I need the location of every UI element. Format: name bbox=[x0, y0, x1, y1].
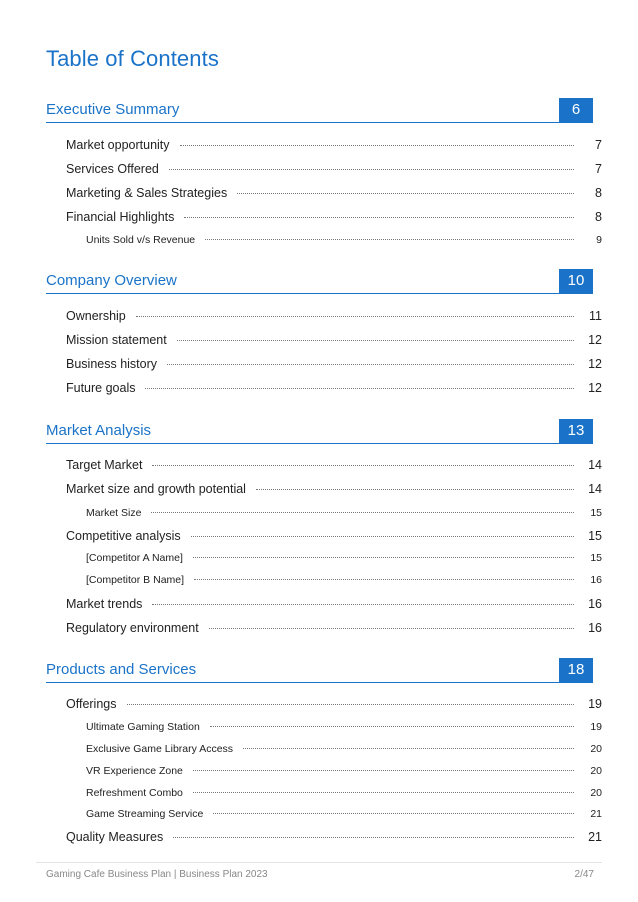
section-underline bbox=[46, 293, 593, 294]
toc-entry[interactable] bbox=[66, 529, 602, 543]
entry-page-number: 16 bbox=[588, 597, 602, 611]
toc-entry[interactable] bbox=[66, 482, 602, 496]
toc-entry[interactable] bbox=[66, 309, 602, 323]
dot-leader bbox=[209, 628, 574, 629]
entry-title: VR Experience Zone bbox=[86, 765, 183, 777]
entry-title: Ultimate Gaming Station bbox=[86, 721, 200, 733]
toc-entry[interactable] bbox=[66, 162, 602, 176]
entry-page-number: 20 bbox=[590, 765, 602, 777]
page-title: Table of Contents bbox=[46, 46, 219, 71]
entry-page-number: 12 bbox=[588, 333, 602, 347]
footer-document-title: Gaming Cafe Business Plan | Business Plan 2023 bbox=[46, 869, 268, 880]
entry-page-number: 19 bbox=[588, 697, 602, 711]
dot-leader bbox=[191, 536, 574, 537]
dot-leader bbox=[177, 340, 574, 341]
entry-page-number: 7 bbox=[595, 138, 602, 152]
footer-page-number: 2/47 bbox=[574, 869, 594, 880]
dot-leader bbox=[243, 748, 574, 749]
entry-page-number: 11 bbox=[589, 309, 602, 323]
toc-entry[interactable] bbox=[66, 357, 602, 371]
dot-leader bbox=[194, 579, 574, 580]
toc-entry[interactable] bbox=[66, 697, 602, 711]
dot-leader bbox=[152, 465, 574, 466]
section-page-badge: 13 bbox=[559, 419, 593, 443]
section-page-badge: 10 bbox=[559, 269, 593, 293]
toc-subentry[interactable] bbox=[86, 574, 602, 586]
toc-entry[interactable] bbox=[66, 381, 602, 395]
dot-leader bbox=[210, 726, 574, 727]
entry-title: Offerings bbox=[66, 697, 117, 711]
toc-entry[interactable] bbox=[66, 138, 602, 152]
entry-page-number: 15 bbox=[590, 552, 602, 564]
toc-entry[interactable] bbox=[66, 333, 602, 347]
dot-leader bbox=[213, 813, 574, 814]
dot-leader bbox=[145, 388, 574, 389]
entry-title: Exclusive Game Library Access bbox=[86, 743, 234, 755]
entry-title: Regulatory environment bbox=[66, 621, 199, 635]
entry-title: Ownership bbox=[66, 309, 126, 323]
toc-subentry[interactable] bbox=[86, 552, 602, 564]
toc-subentry[interactable] bbox=[86, 743, 602, 755]
entry-title: Refreshment Combo bbox=[86, 787, 183, 799]
entry-title: Business history bbox=[66, 357, 158, 371]
entry-title: Financial Highlights bbox=[66, 210, 175, 224]
toc-subentry[interactable] bbox=[86, 808, 602, 820]
entry-title: Units Sold v/s Revenue bbox=[86, 234, 196, 246]
entry-title: Competitive analysis bbox=[66, 529, 181, 543]
dot-leader bbox=[136, 316, 574, 317]
toc-subentry[interactable] bbox=[86, 787, 602, 799]
dot-leader bbox=[205, 239, 574, 240]
section-title: Market Analysis bbox=[46, 422, 152, 439]
entry-title: Market opportunity bbox=[66, 138, 170, 152]
dot-leader bbox=[151, 512, 574, 513]
dot-leader bbox=[180, 145, 574, 146]
dot-leader bbox=[193, 770, 574, 771]
entry-page-number: 8 bbox=[595, 186, 602, 200]
entry-title: Target Market bbox=[66, 458, 143, 472]
toc-section-heading[interactable] bbox=[46, 269, 593, 293]
entry-page-number: 21 bbox=[590, 808, 602, 820]
toc-entry[interactable] bbox=[66, 458, 602, 472]
toc-entry[interactable] bbox=[66, 210, 602, 224]
entry-title: Quality Measures bbox=[66, 830, 164, 844]
entry-title: Services Offered bbox=[66, 162, 159, 176]
toc-subentry[interactable] bbox=[86, 765, 602, 777]
toc-section-heading[interactable] bbox=[46, 419, 593, 443]
entry-page-number: 14 bbox=[588, 458, 602, 472]
entry-title: Market trends bbox=[66, 597, 143, 611]
entry-title: Game Streaming Service bbox=[86, 808, 204, 820]
entry-page-number: 12 bbox=[588, 357, 602, 371]
entry-page-number: 16 bbox=[588, 621, 602, 635]
toc-section-heading[interactable] bbox=[46, 98, 593, 122]
entry-page-number: 12 bbox=[588, 381, 602, 395]
entry-page-number: 9 bbox=[596, 234, 602, 246]
entry-title: Future goals bbox=[66, 381, 136, 395]
toc-subentry[interactable] bbox=[86, 507, 602, 519]
dot-leader bbox=[256, 489, 574, 490]
entry-page-number: 14 bbox=[588, 482, 602, 496]
entry-title: Market Size bbox=[86, 507, 142, 519]
toc-entry[interactable] bbox=[66, 830, 602, 844]
dot-leader bbox=[237, 193, 574, 194]
section-underline bbox=[46, 443, 593, 444]
dot-leader bbox=[173, 837, 574, 838]
toc-entry[interactable] bbox=[66, 621, 602, 635]
entry-title: [Competitor B Name] bbox=[86, 574, 185, 586]
toc-section-heading[interactable] bbox=[46, 658, 593, 682]
section-page-badge: 6 bbox=[559, 98, 593, 122]
section-underline bbox=[46, 682, 593, 683]
section-underline bbox=[46, 122, 593, 123]
toc-subentry[interactable] bbox=[86, 721, 602, 733]
entry-page-number: 7 bbox=[595, 162, 602, 176]
section-title: Executive Summary bbox=[46, 101, 180, 118]
dot-leader bbox=[169, 169, 574, 170]
entry-page-number: 15 bbox=[588, 529, 602, 543]
footer-divider bbox=[36, 862, 602, 863]
entry-page-number: 20 bbox=[590, 743, 602, 755]
entry-page-number: 16 bbox=[590, 574, 602, 586]
entry-title: Market size and growth potential bbox=[66, 482, 246, 496]
dot-leader bbox=[193, 557, 574, 558]
section-title: Products and Services bbox=[46, 661, 197, 678]
entry-page-number: 20 bbox=[590, 787, 602, 799]
entry-title: [Competitor A Name] bbox=[86, 552, 183, 564]
toc-subentry[interactable] bbox=[86, 234, 602, 246]
toc-entry[interactable] bbox=[66, 186, 602, 200]
dot-leader bbox=[167, 364, 574, 365]
entry-page-number: 8 bbox=[595, 210, 602, 224]
dot-leader bbox=[152, 604, 574, 605]
entry-page-number: 15 bbox=[590, 507, 602, 519]
entry-page-number: 19 bbox=[590, 721, 602, 733]
entry-title: Marketing & Sales Strategies bbox=[66, 186, 228, 200]
toc-entry[interactable] bbox=[66, 597, 602, 611]
dot-leader bbox=[127, 704, 575, 705]
dot-leader bbox=[184, 217, 574, 218]
entry-page-number: 21 bbox=[588, 830, 602, 844]
section-title: Company Overview bbox=[46, 272, 177, 289]
section-page-badge: 18 bbox=[559, 658, 593, 682]
entry-title: Mission statement bbox=[66, 333, 167, 347]
dot-leader bbox=[193, 792, 574, 793]
